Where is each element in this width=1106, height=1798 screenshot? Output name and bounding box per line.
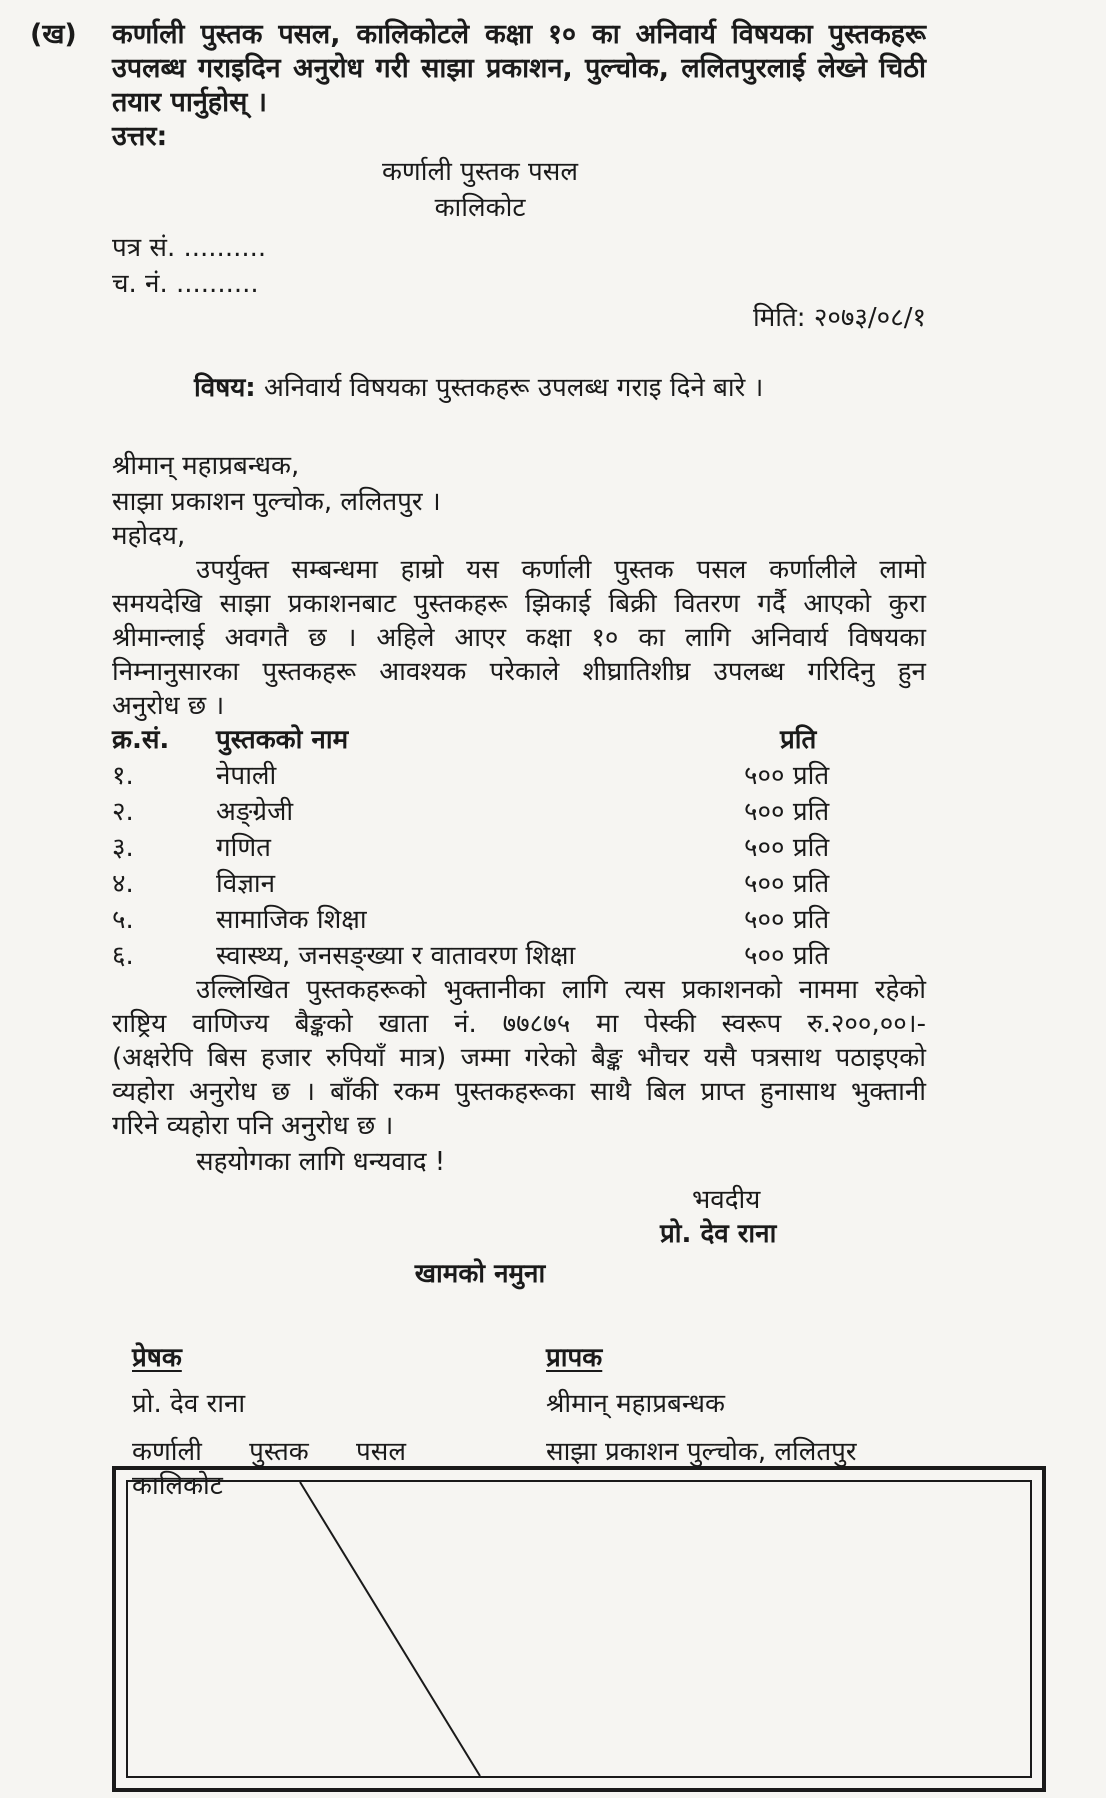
table-row-copies: ५०० प्रति [744, 941, 830, 971]
sender-place: कालिकोट [434, 193, 526, 223]
para2-line: (अक्षरेपि बिस हजार रुपियाँ मात्र) जम्मा गरेको बैङ्क भौचर यसै पत्रसाथ पठाइएको [112, 1043, 926, 1073]
para1-line: समयदेखि साझा प्रकाशनबाट पुस्तकहरू झिकाई बिक्री वितरण गर्दै आएको कुरा [112, 589, 926, 619]
subject-text: अनिवार्य विषयका पुस्तकहरू उपलब्ध गराइ दिने बारे । [255, 373, 764, 403]
table-row-serial: १. [112, 761, 134, 791]
envelope-sender-word: पुस्तक [249, 1437, 309, 1467]
para1-line: उपर्युक्त सम्बन्धमा हाम्रो यस कर्णाली पुस्तक पसल कर्णालीले लामो [196, 555, 926, 585]
envelope-sender-word: पसल [356, 1437, 406, 1467]
table-row-book: नेपाली [216, 761, 277, 791]
table-header-book: पुस्तकको नाम [216, 725, 349, 755]
table-row-copies: ५०० प्रति [744, 797, 830, 827]
envelope-sender-address [132, 1432, 406, 1468]
para1-line: श्रीमान्लाई अवगतै छ । अहिले आएर कक्षा १० का लागि अनिवार्य विषयका [112, 623, 926, 653]
para2-line: उल्लिखित पुस्तकहरूको भुक्तानीका लागि त्यस प्रकाशनको नाममा रहेको [196, 975, 926, 1005]
table-row-serial: ४. [112, 869, 134, 899]
table-row-book: विज्ञान [216, 869, 276, 899]
envelope-receiver-name: श्रीमान् महाप्रबन्धक [546, 1389, 726, 1419]
para1-line: निम्नानुसारका पुस्तकहरू आवश्यक परेकाले शीघ्रातिशीघ्र उपलब्ध गरिदिनु हुन [112, 657, 926, 687]
para2-line: राष्ट्रिय वाणिज्य बैङ्कको खाता नं. ७७८७५ मा पेस्की स्वरूप रु.२००,००।- [112, 1009, 926, 1039]
recipient-line-1: श्रीमान् महाप्रबन्धक, [112, 451, 300, 481]
para2-line: गरिने व्यहोरा पनि अनुरोध छ । [112, 1111, 394, 1141]
envelope-sender-word: कर्णाली [132, 1437, 202, 1467]
table-row-copies: ५०० प्रति [744, 905, 830, 935]
table-row-copies: ५०० प्रति [744, 761, 830, 791]
signer-name: प्रो. देव राना [660, 1219, 777, 1249]
table-header-copies: प्रति [780, 725, 817, 755]
subject-label: विषय: [194, 373, 256, 403]
salutation: महोदय, [112, 521, 186, 551]
letter-date: मिति: २०७३/०८/१ [752, 303, 926, 333]
envelope-sender-city: कालिकोट [132, 1471, 223, 1501]
table-row-serial: ५. [112, 905, 134, 935]
table-row-book: गणित [216, 833, 271, 863]
closing: भवदीय [692, 1185, 761, 1215]
table-row-serial: ३. [112, 833, 134, 863]
recipient-line-2: साझा प्रकाशन पुल्चोक, ललितपुर । [112, 487, 441, 517]
table-header-serial: क्र.सं. [112, 725, 170, 755]
table-row-copies: ५०० प्रति [744, 833, 830, 863]
table-row-serial: ६. [112, 941, 134, 971]
table-row-serial: २. [112, 797, 134, 827]
question-line-3: तयार पार्नुहोस् । [112, 87, 268, 118]
table-row-copies: ५०० प्रति [744, 869, 830, 899]
sender-name: कर्णाली पुस्तक पसल [381, 157, 579, 187]
envelope-sender-name: प्रो. देव राना [132, 1389, 246, 1419]
letter-number: पत्र सं. .......... [112, 233, 267, 263]
para2-line: व्यहोरा अनुरोध छ । बाँकी रकम पुस्तकहरूका साथै बिल प्राप्त हुनासाथ भुक्तानी [112, 1077, 926, 1107]
envelope-receiver-label: प्रापक [546, 1343, 603, 1373]
thanks-line: सहयोगका लागि धन्यवाद ! [196, 1147, 446, 1177]
table-row-book: सामाजिक शिक्षा [216, 905, 367, 935]
question-line-1: कर्णाली पुस्तक पसल, कालिकोटले कक्षा १० का अनिवार्य विषयका पुस्तकहरू [112, 19, 926, 50]
dispatch-number: च. नं. .......... [112, 269, 259, 299]
answer-label: उत्तर: [112, 121, 168, 152]
question-line-2: उपलब्ध गराइदिन अनुरोध गरी साझा प्रकाशन, पुल्चोक, ललितपुरलाई लेख्ने चिठी [112, 53, 926, 84]
envelope-receiver-address: साझा प्रकाशन पुल्चोक, ललितपुर [546, 1437, 857, 1467]
envelope-sender-label: प्रेषक [132, 1343, 182, 1373]
table-row-book: स्वास्थ्य, जनसङ्ख्या र वातावरण शिक्षा [216, 941, 576, 971]
envelope-title: खामको नमुना [414, 1259, 546, 1289]
para1-line: अनुरोध छ । [112, 691, 225, 721]
table-row-book: अङ्ग्रेजी [216, 797, 294, 827]
question-marker: (ख) [30, 19, 77, 50]
